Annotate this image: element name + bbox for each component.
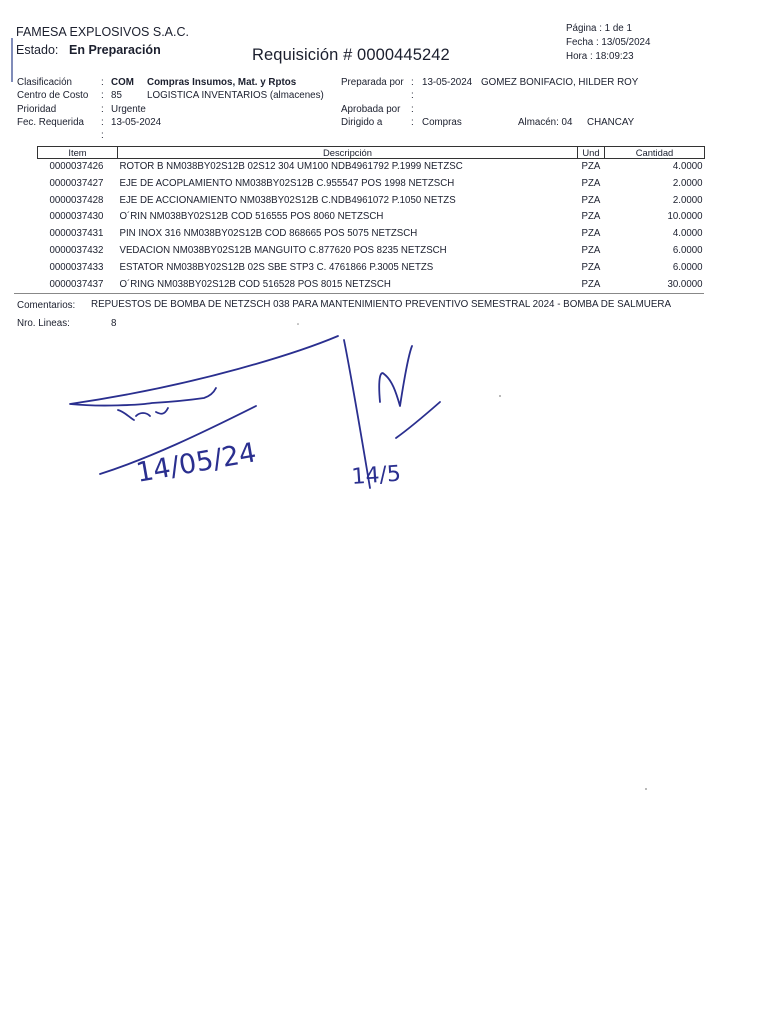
- signature-left: [70, 336, 338, 474]
- nro-lineas-label: Nro. Lineas:: [17, 318, 70, 329]
- item-code: 0000037437: [49, 278, 104, 290]
- clasificacion-value: Compras Insumos, Mat. y Rptos: [147, 77, 297, 88]
- item-quantity: 2.0000: [672, 194, 703, 206]
- margin-mark: [11, 38, 13, 82]
- preparada-label: Preparada por: [341, 77, 404, 88]
- divider-rule: [14, 293, 704, 294]
- preparada-date: 13-05-2024: [422, 77, 473, 88]
- signature-left-date: 14/05/24: [133, 437, 259, 489]
- item-unit: PZA: [581, 261, 601, 273]
- status-value: En Preparación: [69, 43, 161, 57]
- item-unit: PZA: [581, 244, 601, 256]
- item-quantity: 30.0000: [667, 278, 703, 290]
- item-unit: PZA: [581, 161, 601, 172]
- item-quantity: 4.0000: [672, 161, 703, 172]
- table-row: [38, 193, 705, 210]
- colon: :: [101, 117, 104, 128]
- item-description: ESTATOR NM038BY02S12B 02S SBE STP3 C. 4761866 P.3005 NETZS: [119, 261, 434, 273]
- colon: :: [101, 77, 104, 88]
- scan-speck: [645, 788, 647, 790]
- item-description: PIN INOX 316 NM038BY02S12B COD 868665 POS 5075 NETZSCH: [119, 228, 418, 240]
- print-time: Hora : 18:09:23: [566, 51, 634, 62]
- column-header-description: Descripción: [118, 147, 578, 159]
- item-unit: PZA: [581, 278, 601, 290]
- item-quantity: 6.0000: [672, 244, 703, 256]
- colon: :: [101, 104, 104, 115]
- centro-costo-value: LOGISTICA INVENTARIOS (almacenes): [147, 90, 324, 101]
- clasificacion-label: Clasificación: [17, 77, 72, 88]
- signature-right-date: 14/5: [350, 461, 402, 490]
- company-name: FAMESA EXPLOSIVOS S.A.C.: [16, 25, 189, 39]
- item-quantity: 10.0000: [667, 211, 703, 223]
- column-header-quantity: Cantidad: [605, 147, 705, 159]
- table-row: [38, 260, 705, 277]
- preparada-name: GOMEZ BONIFACIO, HILDER ROY: [481, 77, 639, 88]
- item-unit: PZA: [581, 194, 601, 206]
- item-quantity: 2.0000: [672, 177, 703, 189]
- item-code: 0000037426: [49, 161, 104, 172]
- item-description: VEDACION NM038BY02S12B MANGUITO C.877620 POS 8235 NETZSCH: [119, 244, 447, 256]
- item-code: 0000037430: [49, 211, 104, 223]
- dirigido-label: Dirigido a: [341, 117, 383, 128]
- comentarios-value: REPUESTOS DE BOMBA DE NETZSCH 038 PARA MANTENIMIENTO PREVENTIVO SEMESTRAL 2024 - BOMBA DE SALMUERA: [91, 299, 671, 310]
- item-description: O´RING NM038BY02S12B COD 516528 POS 8015 NETZSCH: [119, 278, 391, 290]
- status-label: Estado:: [16, 43, 59, 57]
- item-quantity: 6.0000: [672, 261, 703, 273]
- nro-lineas-value: 8: [111, 318, 117, 329]
- signature-right: [344, 340, 440, 488]
- item-code: 0000037427: [49, 177, 104, 189]
- item-code: 0000037432: [49, 244, 104, 256]
- aprobada-label: Aprobada por: [341, 104, 401, 115]
- colon: :: [411, 77, 414, 88]
- prioridad-label: Prioridad: [17, 104, 57, 115]
- table-header-row: [38, 147, 705, 159]
- table-row: [38, 226, 705, 243]
- print-date: Fecha : 13/05/2024: [566, 37, 651, 48]
- dirigido-value: Compras: [422, 117, 462, 128]
- item-quantity: 4.0000: [672, 228, 703, 240]
- item-code: 0000037431: [49, 228, 104, 240]
- document-title: Requisición # 0000445242: [252, 46, 450, 64]
- almacen-value: CHANCAY: [587, 117, 635, 128]
- item-description: EJE DE ACCIONAMIENTO NM038BY02S12B C.NDB4961072 P.1050 NETZS: [119, 194, 456, 206]
- table-row: [38, 243, 705, 260]
- item-code: 0000037428: [49, 194, 104, 206]
- item-description: EJE DE ACOPLAMIENTO NM038BY02S12B C.955547 POS 1998 NETZSCH: [119, 177, 455, 189]
- column-header-item: Item: [38, 147, 118, 159]
- scan-speck: [499, 395, 501, 397]
- table-row: [38, 277, 705, 294]
- item-code: 0000037433: [49, 261, 104, 273]
- centro-costo-label: Centro de Costo: [17, 90, 89, 101]
- item-unit: PZA: [581, 228, 601, 240]
- prioridad-value: Urgente: [111, 104, 146, 115]
- item-description: ROTOR B NM038BY02S12B 02S12 304 UM100 NDB4961792 P.1999 NETZSC: [119, 161, 463, 172]
- colon: :: [411, 117, 414, 128]
- table-row: [38, 209, 705, 226]
- scan-speck: [297, 323, 299, 325]
- fecha-requerida-value: 13-05-2024: [111, 117, 162, 128]
- centro-costo-code: 85: [111, 90, 122, 101]
- table-row: [38, 176, 705, 193]
- page-number: Página : 1 de 1: [566, 23, 632, 34]
- colon: :: [101, 130, 104, 141]
- almacen-label: Almacén: 04: [518, 117, 573, 128]
- colon: :: [411, 104, 414, 115]
- items-table: [37, 146, 705, 293]
- clasificacion-code: COM: [111, 77, 134, 88]
- table-row: [38, 159, 705, 176]
- item-description: O´RIN NM038BY02S12B COD 516555 POS 8060 NETZSCH: [119, 211, 384, 223]
- item-unit: PZA: [581, 211, 601, 223]
- fecha-requerida-label: Fec. Requerida: [17, 117, 84, 128]
- item-unit: PZA: [581, 177, 601, 189]
- comentarios-label: Comentarios:: [17, 300, 76, 311]
- colon: :: [411, 90, 414, 101]
- colon: :: [101, 90, 104, 101]
- column-header-unit: Und: [578, 147, 605, 159]
